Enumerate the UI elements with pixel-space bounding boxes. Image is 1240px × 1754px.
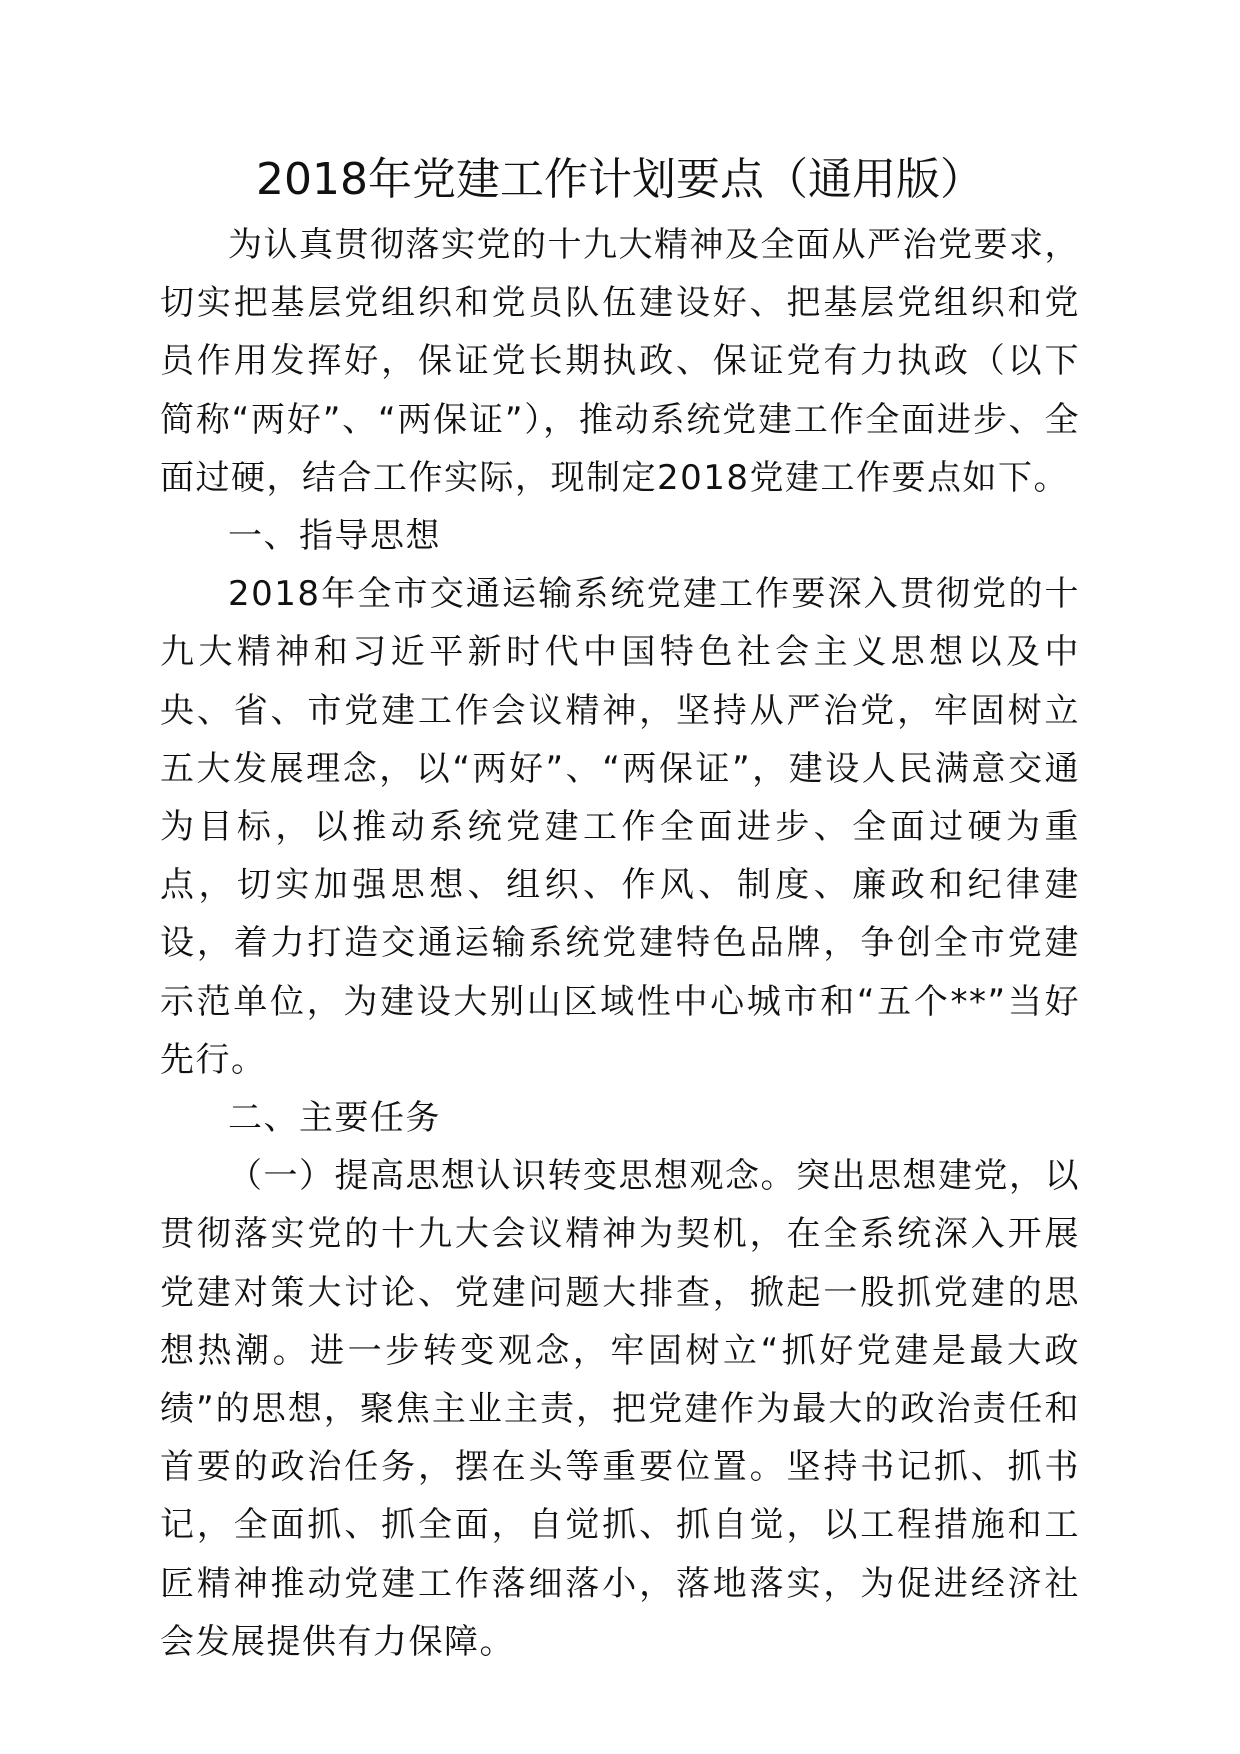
section-heading-main-tasks: 二、主要任务 xyxy=(228,1098,441,1139)
intro-paragraph: 为认真贯彻落实党的十九大精神及全面从严治党要求，切实把基层党组织和党员队伍建设好、把基层党组织和党员作用发挥好，保证党长期执政、保证党有力执政（以下简称“两好”、“两保证”），推动系统党建工作全面进步、全面过硬，结合工作实际，现制定2018党建工作要点如下。 xyxy=(160,225,1080,498)
guiding-ideology-paragraph: 2018年全市交通运输系统党建工作要深入贯彻党的十九大精神和习近平新时代中国特色社会主义思想以及中央、省、市党建工作会议精神，坚持从严治党，牢固树立五大发展理念，以“两好”、“两保证”，建设人民满意交通为目标，以推动系统党建工作全面进步、全面过硬为重点，切实加强思想、组织、作风、制度、廉政和纪律建设，着力打造交通运输系统党建特色品牌，争创全市党建示范单位，为建设大别山区域性中心城市和“五个**”当好先行。 xyxy=(160,574,1080,1080)
section-heading-guiding-ideology: 一、指导思想 xyxy=(228,516,441,557)
document-title: 2018年党建工作计划要点（通用版） xyxy=(256,154,984,205)
document-body xyxy=(160,216,1080,1671)
task-one-paragraph: （一）提高思想认识转变思想观念。突出思想建党，以贯彻落实党的十九大会议精神为契机，在全系统深入开展党建对策大讨论、党建问题大排查，掀起一股抓党建的思想热潮。进一步转变观念，牢固树立“抓好党建是最大政绩”的思想，聚焦主业主责，把党建作为最大的政治责任和首要的政治任务，摆在头等重要位置。坚持书记抓、抓书记，全面抓、抓全面，自觉抓、抓自觉，以工程措施和工匠精神推动党建工作落细落小，落地落实，为促进经济社会发展提供有力保障。 xyxy=(160,1156,1080,1662)
